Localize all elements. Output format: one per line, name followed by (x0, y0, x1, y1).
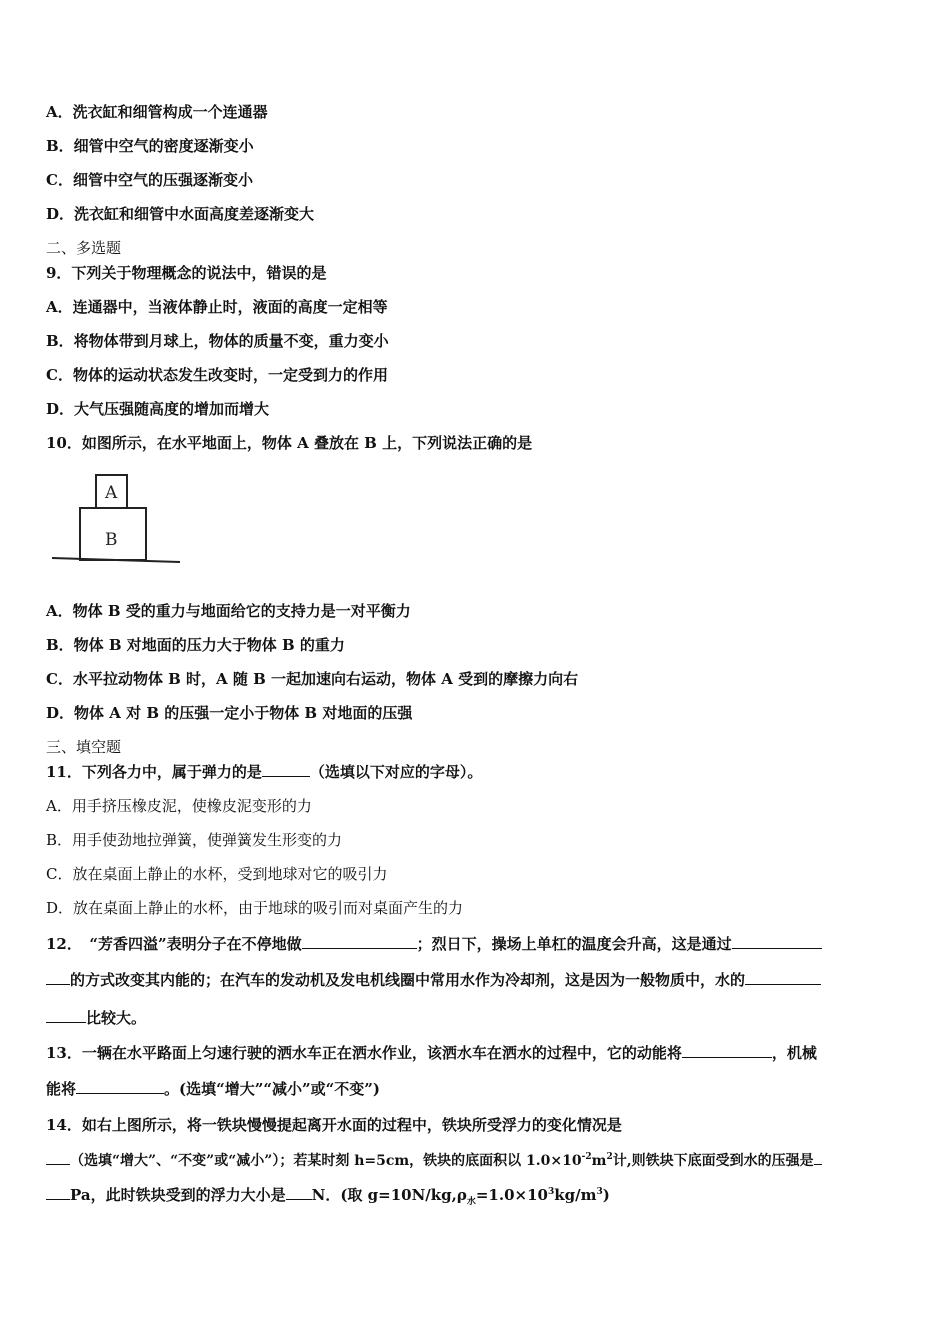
q14-blank1 (46, 1150, 70, 1165)
q13-text3: 能将 (46, 1080, 77, 1098)
q13-text4: 。(选填“增大”“减小”或“不变”) (164, 1080, 380, 1098)
q13-blank2 (76, 1079, 164, 1094)
q10-stem: 10．如图所示，在水平地面上，物体 A 叠放在 B 上，下列说法正确的是 (46, 434, 533, 452)
q10-figure-stacked-blocks (44, 470, 184, 570)
q12-line2 (46, 970, 821, 990)
section-heading-fill-in: 三、填空题 (46, 738, 122, 756)
q14-text1: （选填“增大”、“不变”或“减小”）；若某时刻 h=5cm，铁块的底面积以 1.0×10 (70, 1153, 582, 1169)
q12-blank2-start (732, 934, 822, 949)
q8-option-b: B．细管中空气的密度逐渐变小 (46, 137, 254, 155)
blocks-diagram (44, 470, 184, 570)
q9-option-a: A．连通器中，当液体静止时，液面的高度一定相等 (46, 298, 388, 316)
q14-exp1: -2 (581, 1152, 592, 1162)
q12-text3: 的方式改变其内能的；在汽车的发动机及发电机线圈中常用水作为冷却剂，这是因为一般物质中，水的 (70, 971, 746, 989)
block-a-label: A (105, 483, 118, 503)
q14-text2: m (591, 1153, 607, 1169)
q13-line1 (46, 1043, 817, 1063)
q14-exp3: 3 (547, 1187, 555, 1197)
q14-text6: =1.0×10 (475, 1186, 548, 1204)
section-heading-multiple-choice: 二、多选题 (46, 239, 122, 257)
q9-option-c: C．物体的运动状态发生改变时，一定受到力的作用 (46, 366, 388, 384)
q10-option-a: A．物体 B 受的重力与地面给它的支持力是一对平衡力 (46, 602, 411, 620)
q14-sub-water: 水 (466, 1197, 476, 1207)
q12-blank2-end (46, 970, 70, 985)
q14-blank2-start (814, 1150, 822, 1165)
q13-text2: ，机械 (771, 1044, 817, 1062)
q11-option-d: D．放在桌面上静止的水杯，由于地球的吸引而对桌面产生的力 (46, 899, 464, 917)
q9-stem: 9．下列关于物理概念的说法中，错误的是 (46, 264, 327, 282)
q10-option-d: D．物体 A 对 B 的压强一定小于物体 B 对地面的压强 (46, 704, 413, 722)
q11-blank (262, 762, 310, 777)
q10-option-b: B．物体 B 对地面的压力大于物体 B 的重力 (46, 636, 345, 654)
q11-stem-part2: （选填以下对应的字母）。 (309, 763, 483, 781)
q11-stem (46, 762, 482, 782)
q11-stem-part1: 11．下列各力中，属于弹力的是 (46, 763, 262, 781)
q10-option-c: C．水平拉动物体 B 时，A 随 B 一起加速向右运动，物体 A 受到的摩擦力向右 (46, 670, 579, 688)
q12-text2: ；烈日下，操场上单杠的温度会升高，这是通过 (416, 935, 732, 953)
q12-line1 (46, 934, 822, 954)
q14-blank2-end (46, 1185, 70, 1200)
q11-option-c: C．放在桌面上静止的水杯，受到地球对它的吸引力 (46, 865, 388, 883)
q13-blank1 (682, 1043, 772, 1058)
q14-line3 (46, 1185, 610, 1205)
q8-option-d: D．洗衣缸和细管中水面高度差逐渐变大 (46, 205, 315, 223)
block-b-label: B (105, 530, 118, 550)
q14-line1: 14．如右上图所示，将一铁块慢慢提起离开水面的过程中，铁块所受浮力的变化情况是 (46, 1116, 622, 1134)
q11-option-a: A．用手挤压橡皮泥，使橡皮泥变形的力 (46, 797, 312, 815)
q14-text5: N．(取 g=10N/kg,ρ (311, 1186, 467, 1204)
q14-text4: Pa，此时铁块受到的浮力大小是 (70, 1186, 286, 1204)
q13-line2 (46, 1079, 380, 1099)
q14-exp2: 2 (606, 1152, 613, 1162)
q12-text4: 比较大。 (86, 1009, 147, 1027)
q12-text1: 12． “芳香四溢”表明分子在不停地做 (46, 935, 302, 953)
q11-option-b: B．用手使劲地拉弹簧，使弹簧发生形变的力 (46, 831, 343, 849)
q14-exp4: 3 (596, 1187, 603, 1197)
q14-blank3 (286, 1185, 312, 1200)
q14-text8: ) (602, 1186, 610, 1204)
q12-blank1 (302, 934, 417, 949)
q14-line2 (46, 1150, 822, 1171)
q12-blank3-end (46, 1008, 86, 1023)
q14-text7: kg/m (554, 1186, 597, 1204)
q9-option-b: B．将物体带到月球上，物体的质量不变，重力变小 (46, 332, 389, 350)
q8-option-a: A．洗衣缸和细管构成一个连通器 (46, 103, 268, 121)
q8-option-c: C．细管中空气的压强逐渐变小 (46, 171, 253, 189)
q9-option-d: D．大气压强随高度的增加而增大 (46, 400, 270, 418)
q14-text3: 计,则铁块下底面受到水的压强是 (612, 1153, 814, 1169)
q12-blank3-start (745, 970, 821, 985)
q13-text1: 13．一辆在水平路面上匀速行驶的洒水车正在洒水作业，该洒水车在洒水的过程中，它的动能将 (46, 1044, 682, 1062)
q12-line3 (46, 1008, 146, 1028)
